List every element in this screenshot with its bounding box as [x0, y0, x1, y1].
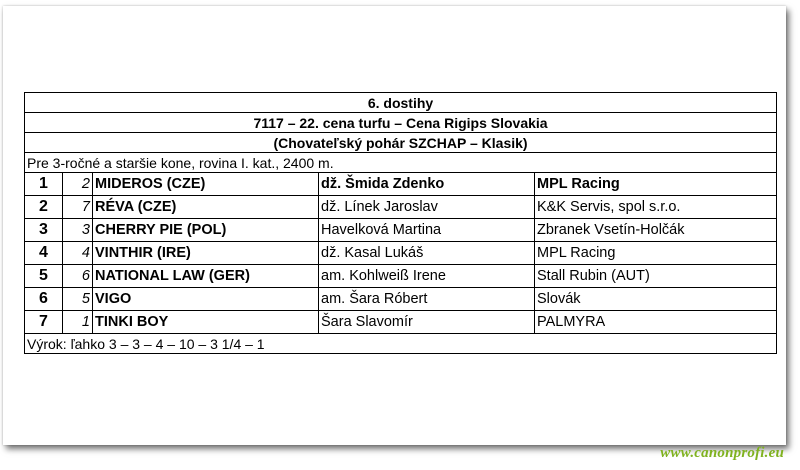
race-number: 6. dostihy	[25, 93, 777, 113]
place-cell: 6	[25, 288, 63, 311]
owner-cell: PALMYRA	[535, 311, 777, 334]
result-row	[25, 265, 777, 288]
start-number-cell: 1	[63, 311, 93, 334]
place-cell: 3	[25, 219, 63, 242]
jockey-cell: am. Kohlweiß Irene	[319, 265, 535, 288]
jockey-cell: Šara Slavomír	[319, 311, 535, 334]
result-row	[25, 288, 777, 311]
start-number-cell: 5	[63, 288, 93, 311]
place-cell: 4	[25, 242, 63, 265]
jockey-cell: dž. Kasal Lukáš	[319, 242, 535, 265]
result-row	[25, 242, 777, 265]
finish-margins: Výrok: ľahko 3 – 3 – 4 – 10 – 3 1/4 – 1	[25, 334, 777, 354]
place-cell: 2	[25, 196, 63, 219]
race-subtitle: (Chovateľský pohár SZCHAP – Klasik)	[25, 133, 777, 153]
horse-name-cell: CHERRY PIE (POL)	[93, 219, 319, 242]
start-number-cell: 7	[63, 196, 93, 219]
watermark-text: www.canonprofi.eu	[660, 445, 784, 461]
horse-name-cell: VIGO	[93, 288, 319, 311]
owner-cell: Zbranek Vsetín-Holčák	[535, 219, 777, 242]
owner-cell: MPL Racing	[535, 173, 777, 196]
place-cell: 7	[25, 311, 63, 334]
horse-name-cell: VINTHIR (IRE)	[93, 242, 319, 265]
owner-cell: K&K Servis, spol s.r.o.	[535, 196, 777, 219]
start-number-cell: 6	[63, 265, 93, 288]
race-results-sheet	[24, 92, 776, 354]
horse-name-cell: RÉVA (CZE)	[93, 196, 319, 219]
jockey-cell: Havelková Martina	[319, 219, 535, 242]
place-cell: 1	[25, 173, 63, 196]
jockey-cell: dž. Línek Jaroslav	[319, 196, 535, 219]
place-cell: 5	[25, 265, 63, 288]
horse-name-cell: MIDEROS (CZE)	[93, 173, 319, 196]
owner-cell: MPL Racing	[535, 242, 777, 265]
start-number-cell: 2	[63, 173, 93, 196]
result-row	[25, 219, 777, 242]
owner-cell: Stall Rubin (AUT)	[535, 265, 777, 288]
result-row	[25, 173, 777, 196]
results-table	[24, 92, 777, 354]
jockey-cell: am. Šara Róbert	[319, 288, 535, 311]
horse-name-cell: NATIONAL LAW (GER)	[93, 265, 319, 288]
start-number-cell: 3	[63, 219, 93, 242]
result-row	[25, 196, 777, 219]
owner-cell: Slovák	[535, 288, 777, 311]
race-title: 7117 – 22. cena turfu – Cena Rigips Slovakia	[25, 113, 777, 133]
horse-name-cell: TINKI BOY	[93, 311, 319, 334]
start-number-cell: 4	[63, 242, 93, 265]
result-row	[25, 311, 777, 334]
jockey-cell: dž. Šmida Zdenko	[319, 173, 535, 196]
race-conditions: Pre 3-ročné a staršie kone, rovina I. kat., 2400 m.	[25, 153, 777, 173]
